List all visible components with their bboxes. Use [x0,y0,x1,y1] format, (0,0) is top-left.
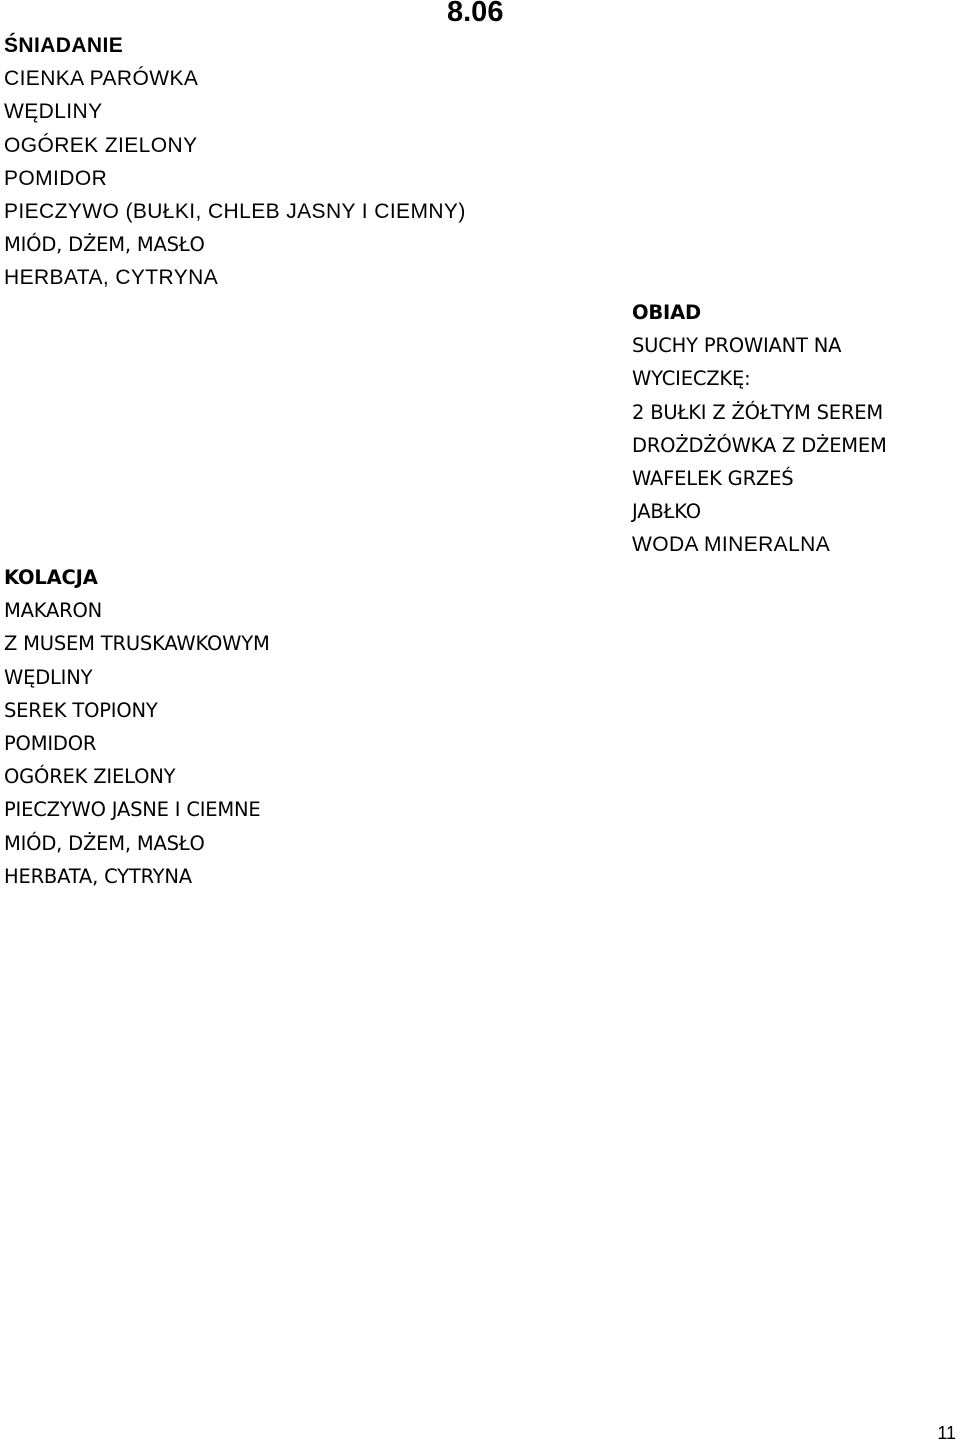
breakfast-item: OGÓREK ZIELONY [4,133,198,157]
page-number: 11 [937,1423,956,1443]
lunch-item: 2 BUŁKI Z ŻÓŁTYM SEREM [632,400,884,424]
breakfast-item: PIECZYWO (BUŁKI, CHLEB JASNY I CIEMNY) [4,199,466,223]
menu-date: 8.06 [447,0,504,28]
supper-section [4,561,270,893]
breakfast-item: HERBATA, CYTRYNA [4,266,219,290]
breakfast-item: MIÓD, DŻEM, MASŁO [4,233,205,257]
lunch-item: DROŻDŻÓWKA Z DŻEMEM [632,433,887,457]
supper-item: POMIDOR [4,731,97,755]
lunch-item: WYCIECZKĘ: [632,367,751,391]
breakfast-section [4,29,466,295]
breakfast-heading: ŚNIADANIE [4,34,124,57]
lunch-item: WAFELEK GRZEŚ [632,466,794,490]
supper-item: WĘDLINY [4,665,93,689]
supper-heading: KOLACJA [4,566,98,589]
supper-item: PIECZYWO JASNE I CIEMNE [4,798,261,822]
lunch-item: JABŁKO [632,500,701,524]
breakfast-item: CIENKA PARÓWKA [4,67,199,91]
supper-item: MIÓD, DŻEM, MASŁO [4,831,205,855]
supper-item: MAKARON [4,599,103,623]
breakfast-item: POMIDOR [4,166,108,190]
supper-item: SEREK TOPIONY [4,698,158,722]
supper-item: Z MUSEM TRUSKAWKOWYM [4,632,270,656]
lunch-item: WODA MINERALNA [632,533,831,557]
supper-item: HERBATA, CYTRYNA [4,864,192,888]
supper-item: OGÓREK ZIELONY [4,765,176,789]
lunch-item: SUCHY PROWIANT NA [632,334,842,358]
lunch-heading: OBIAD [632,301,701,324]
lunch-section [632,296,887,562]
breakfast-item: WĘDLINY [4,100,103,124]
